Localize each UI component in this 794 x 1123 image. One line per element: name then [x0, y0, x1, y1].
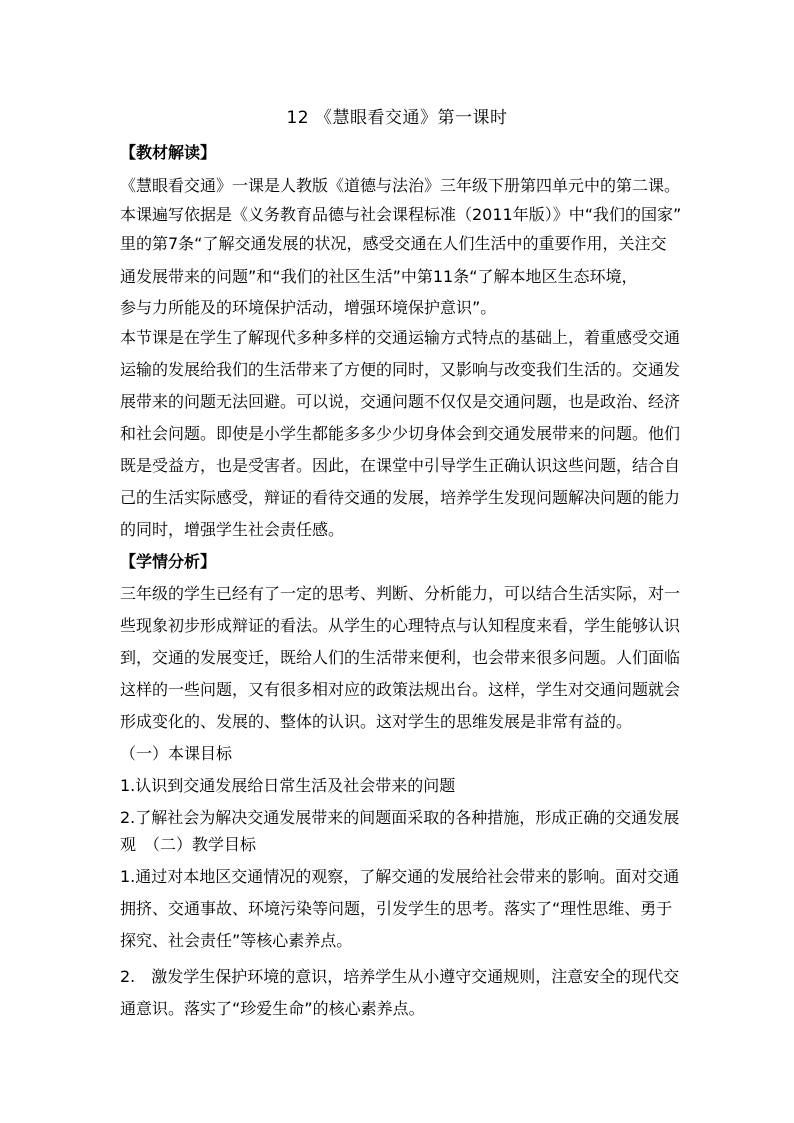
paragraph-line: 这样的一些问题，又有很多相对应的政策法规出台。这样，学生对交通问题就会: [120, 680, 681, 699]
paragraph-line: 的同时，增强学生社会责任感。: [120, 520, 345, 539]
paragraph-line: 运输的发展给我们的生活带来了方便的同时，又影响与改变我们生活的。交通发: [120, 360, 681, 379]
paragraph-line: 探究、社会责任”等核心素养点。: [120, 931, 353, 950]
section-heading-student-analysis: 【学情分析】: [120, 552, 217, 571]
paragraph-line: 本节课是在学生了解现代多种多样的交通运输方式特点的基础上，着重感受交通: [120, 328, 681, 347]
list-item: 1.认识到交通发展给日常生活及社会带来的问题: [120, 776, 456, 795]
paragraph-line: 展带来的问题无法回避。可以说，交通问题不仅仅是交通问题，也是政治、经济: [120, 392, 681, 411]
paragraph-line: 本课遍写依据是《义务教育品德与社会课程标准（2011年版）》中“我们的国家”: [120, 205, 682, 224]
paragraph-line: 些现象初步形成辩证的看法。从学生的心理特点与认知程度来看，学生能够认识: [120, 616, 681, 635]
paragraph-line: 参与力所能及的环境保护活动，增强环境保护意识”。: [120, 298, 497, 317]
list-item: 观 （二）教学目标: [120, 835, 257, 854]
paragraph-line: 形成变化的、发展的、整体的认识。这对学生的思维发展是非常有益的。: [120, 712, 633, 731]
paragraph-line: 通发展带来的问题”和“我们的社区生活”中第11条“了解本地区生态环境，: [120, 267, 638, 286]
paragraph-line: 己的生活实际感受，辩证的看待交通的发展，培养学生发现问题解决问题的能力: [120, 488, 681, 507]
list-item: 1.通过对本地区交通情况的观察，了解交通的发展给社会带来的影响。面对交通: [120, 867, 680, 886]
paragraph-line: 通意识。落实了“珍爱生命”的核心素养点。: [120, 999, 425, 1018]
section-heading-textbook: 【教材解读】: [120, 143, 217, 162]
paragraph-line: 到，交通的发展变迁，既给人们的生活带来便利，也会带来很多问题。人们面临: [120, 648, 681, 667]
subheading-lesson-goals: （一）本课目标: [120, 744, 233, 763]
list-item: 2.了解社会为解决交通发展带来的间题面采取的各种措施，形成正确的交通发展: [120, 808, 680, 827]
paragraph-line: 《慧眼看交通》一课是人教版《道德与法治》三年级下册第四单元中的第二课。: [120, 176, 681, 195]
paragraph-line: 拥挤、交通事故、环境污染等问题，引发学生的思考。落实了“理性思维、勇于: [120, 899, 673, 918]
document-title: 12 《慧眼看交通》第一课时: [286, 108, 508, 128]
paragraph-line: 里的第7条“了解交通发展的状况，感受交通在人们生活中的重要作用，关注交: [120, 234, 667, 253]
paragraph-line: 既是受益方，也是受害者。因此，在课堂中引导学生正确认识这些问题，结合自: [120, 456, 681, 475]
paragraph-line: 和社会问题。即使是小学生都能多多少少切身体会到交通发展带来的问题。他们: [120, 424, 681, 443]
list-item: 2. 激发学生保护环境的意识，培养学生从小遵守交通规则，注意安全的现代交: [120, 967, 680, 986]
paragraph-line: 三年级的学生已经有了一定的思考、判断、分析能力，可以结合生活实际，对一: [120, 584, 681, 603]
